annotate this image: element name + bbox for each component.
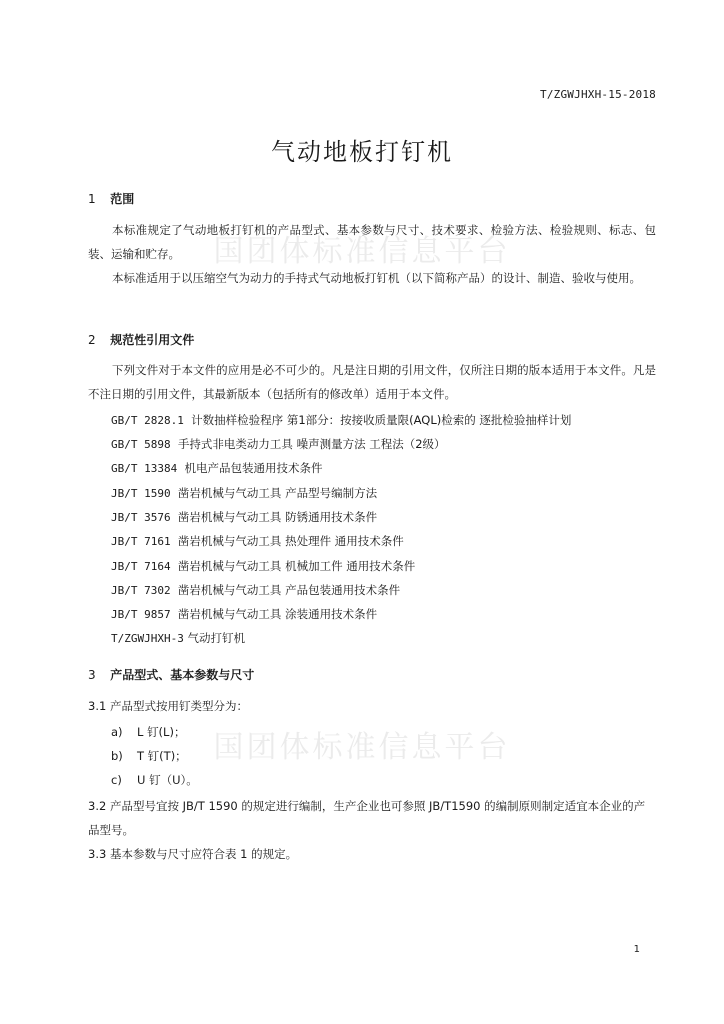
clause-text: 产品型号宜按 JB/T 1590 的规定进行编制，生产企业也可参照 JB/T1590 的编制原则制定适宜本企业的产品型号。 xyxy=(88,799,646,837)
section-title: 产品型式、基本参数与尺寸 xyxy=(110,668,255,682)
section-title: 范围 xyxy=(110,192,135,206)
page-number: 1 xyxy=(633,944,640,955)
reference-item xyxy=(111,412,571,428)
watermark-top: 国团体标准信息平台 xyxy=(213,234,511,269)
section-number: 1 xyxy=(88,192,96,206)
clause-3-1 xyxy=(88,694,656,718)
reference-title: 气动打钉机 xyxy=(187,631,246,645)
clause-number: 3.2 xyxy=(88,799,107,813)
section-title: 规范性引用文件 xyxy=(110,333,195,347)
reference-title: 手持式非电类动力工具 噪声测量方法 工程法（2级） xyxy=(177,437,446,451)
section-3-heading xyxy=(88,666,254,683)
reference-code: GB/T 2828.1 xyxy=(111,414,184,427)
scope-paragraph-1: 本标准规定了气动地板打钉机的产品型式、基本参数与尺寸、技术要求、检验方法、检验规则、标志、包装、运输和贮存。 xyxy=(88,223,656,261)
reference-code: GB/T 5898 xyxy=(111,438,171,451)
reference-item xyxy=(111,509,377,525)
clause-number: 3.3 xyxy=(88,847,107,861)
reference-item xyxy=(111,436,446,452)
section-1-heading xyxy=(88,190,134,207)
item-label: a) xyxy=(111,725,123,739)
reference-item xyxy=(111,630,245,646)
reference-title: 计数抽样检验程序 第1部分：按接收质量限(AQL)检索的 逐批检验抽样计划 xyxy=(191,413,572,427)
reference-item xyxy=(111,533,404,549)
document-title: 气动地板打钉机 xyxy=(271,138,453,166)
reference-title: 机电产品包装通用技术条件 xyxy=(184,461,323,475)
clause-number: 3.1 xyxy=(88,699,107,713)
nail-type-item xyxy=(111,748,187,764)
item-label: c) xyxy=(111,773,122,787)
section-2-heading xyxy=(88,331,194,348)
reference-item xyxy=(111,460,323,476)
reference-item xyxy=(111,606,377,622)
reference-title: 凿岩机械与气动工具 涂装通用技术条件 xyxy=(177,607,378,621)
nail-type-item xyxy=(111,724,185,740)
section-number: 3 xyxy=(88,668,96,682)
reference-code: GB/T 13384 xyxy=(111,462,178,475)
scope-paragraph-2: 本标准适用于以压缩空气为动力的手持式气动地板打钉机（以下简称产品）的设计、制造、验收与使用。 xyxy=(112,271,641,285)
reference-code: JB/T 7161 xyxy=(111,535,171,548)
reference-item xyxy=(111,582,400,598)
standard-code: T/ZGWJHXH-15-2018 xyxy=(540,88,656,101)
normative-intro-paragraph: 下列文件对于本文件的应用是必不可少的。凡是注日期的引用文件，仅所注日期的版本适用于本文件。凡是不注日期的引用文件，其最新版本（包括所有的修改单）适用于本文件。 xyxy=(88,363,656,401)
reference-item xyxy=(111,558,415,574)
item-text: U 钉（U）。 xyxy=(137,773,198,787)
nail-type-item xyxy=(111,772,198,788)
section-number: 2 xyxy=(88,333,96,347)
reference-code: JB/T 1590 xyxy=(111,487,171,500)
reference-code: T/ZGWJHXH-3 xyxy=(111,632,184,645)
watermark-bottom: 国团体标准信息平台 xyxy=(213,730,511,765)
item-label: b) xyxy=(111,749,123,763)
reference-title: 凿岩机械与气动工具 机械加工件 通用技术条件 xyxy=(177,559,416,573)
reference-code: JB/T 7302 xyxy=(111,584,171,597)
reference-title: 凿岩机械与气动工具 产品包装通用技术条件 xyxy=(177,583,401,597)
clause-3-3 xyxy=(88,842,656,866)
item-text: L 钉(L)； xyxy=(137,725,186,739)
reference-title: 凿岩机械与气动工具 防锈通用技术条件 xyxy=(177,510,378,524)
clause-3-2 xyxy=(88,794,656,842)
reference-code: JB/T 3576 xyxy=(111,511,171,524)
reference-code: JB/T 9857 xyxy=(111,608,171,621)
clause-text: 基本参数与尺寸应符合表 1 的规定。 xyxy=(109,847,298,861)
item-text: T 钉(T)； xyxy=(137,749,187,763)
reference-item xyxy=(111,485,377,501)
clause-text: 产品型式按用钉类型分为： xyxy=(109,699,248,713)
reference-code: JB/T 7164 xyxy=(111,560,171,573)
reference-title: 凿岩机械与气动工具 产品型号编制方法 xyxy=(177,486,378,500)
reference-title: 凿岩机械与气动工具 热处理件 通用技术条件 xyxy=(177,534,404,548)
